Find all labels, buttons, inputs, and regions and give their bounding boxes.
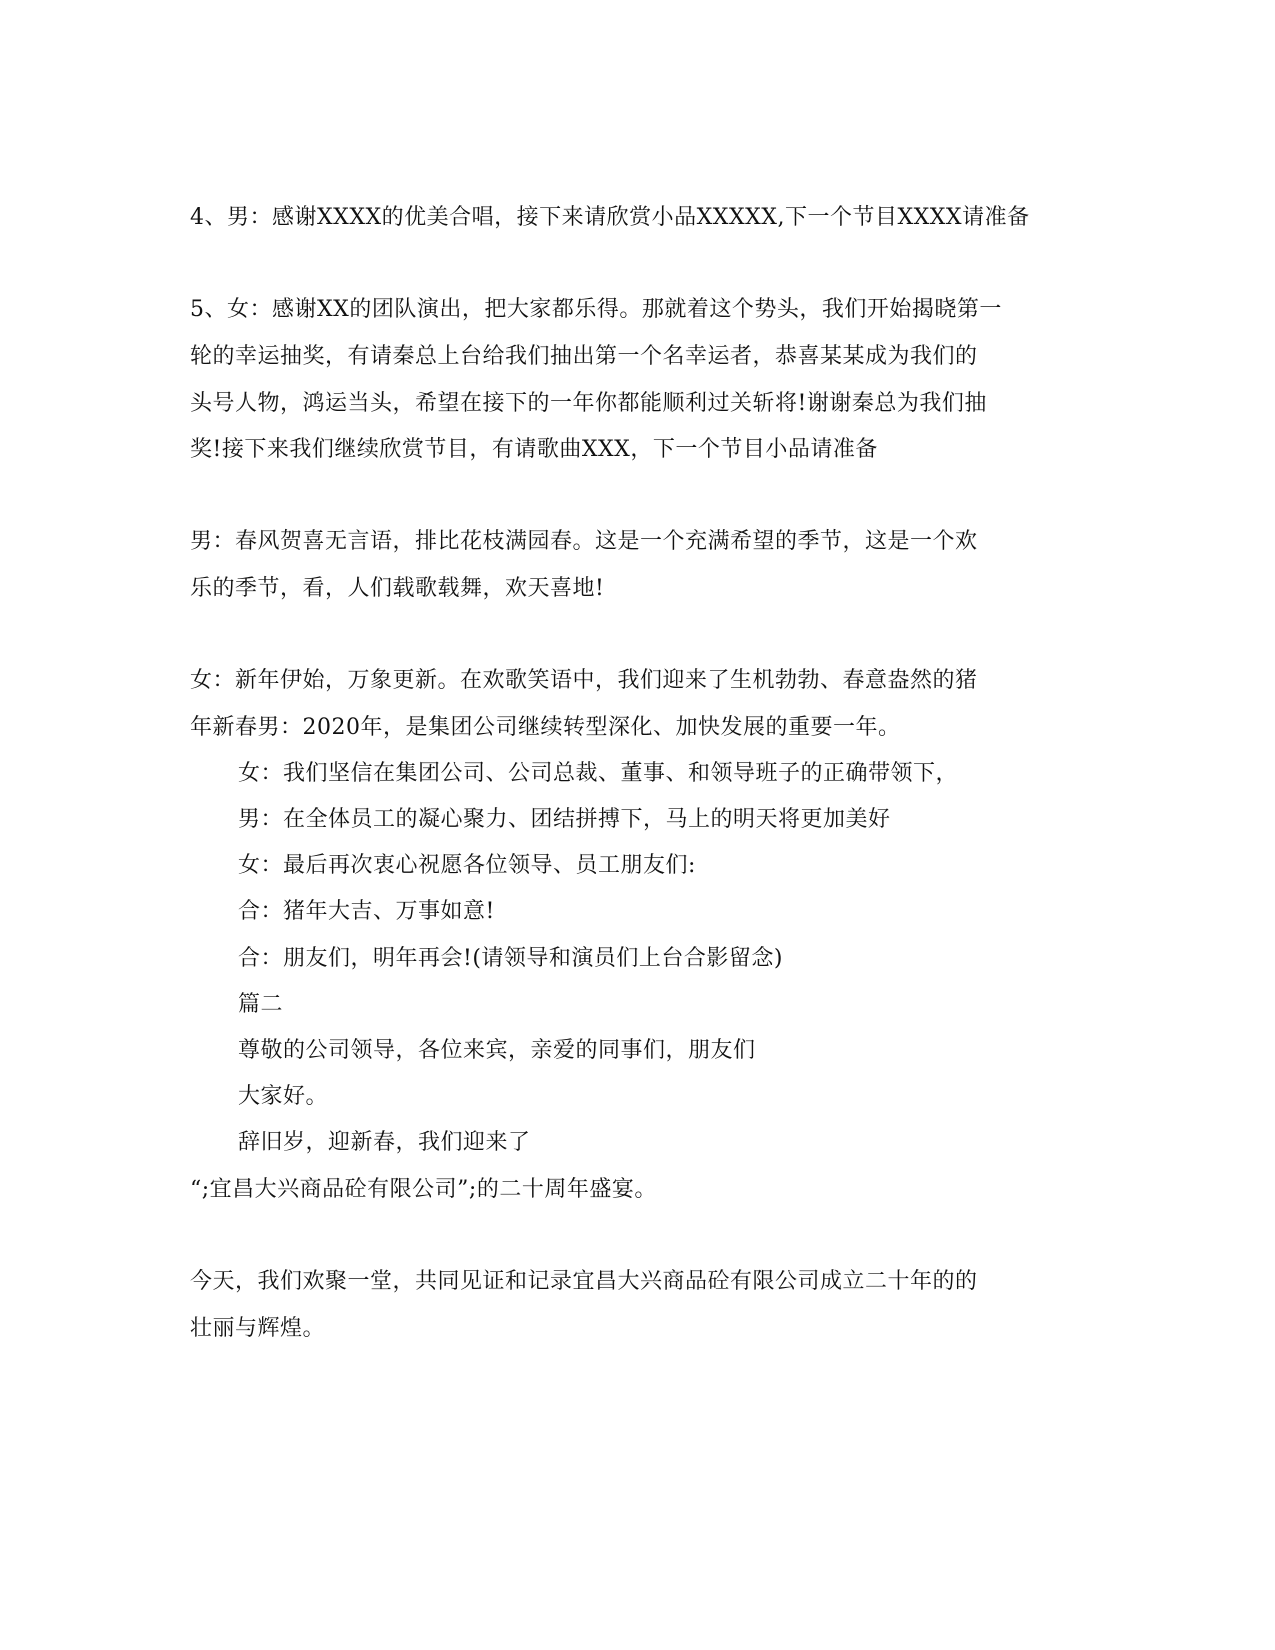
text-line: 奖!接下来我们继续欣赏节目，有请歌曲XXX，下一个节目小品请准备 (190, 437, 878, 462)
text-line: 轮的幸运抽奖，有请秦总上台给我们抽出第一个名幸运者，恭喜某某成为我们的 (190, 344, 978, 369)
text-line: 合：朋友们，明年再会!(请领导和演员们上台合影留念) (238, 946, 784, 971)
text-line: 辞旧岁，迎新春，我们迎来了 (238, 1130, 531, 1155)
text-line: 女：我们坚信在集团公司、公司总裁、董事、和领导班子的正确带领下， (238, 761, 959, 786)
text-line: 男：春风贺喜无言语，排比花枝满园春。这是一个充满希望的季节，这是一个欢 (190, 529, 978, 554)
text-line: 合：猪年大吉、万事如意! (238, 899, 495, 924)
text-line: 女：最后再次衷心祝愿各位领导、员工朋友们: (238, 853, 696, 878)
text-line: 年新春男：2020年，是集团公司继续转型深化、加快发展的重要一年。 (190, 715, 901, 740)
text-line: 大家好。 (238, 1084, 329, 1109)
text-line: 头号人物，鸿运当头，希望在接下的一年你都能顺利过关斩将!谢谢秦总为我们抽 (190, 391, 987, 416)
text-line: 男：在全体员工的凝心聚力、团结拼搏下，马上的明天将更加美好 (238, 807, 891, 832)
text-line: “;宜昌大兴商品砼有限公司”;的二十周年盛宴。 (190, 1177, 657, 1202)
text-line: 尊敬的公司领导，各位来宾，亲爱的同事们，朋友们 (238, 1038, 756, 1063)
text-line: 4、男：感谢XXXX的优美合唱，接下来请欣赏小品XXXXX,下一个节目XXXX请准备 (190, 205, 1030, 230)
text-line: 今天，我们欢聚一堂，共同见证和记录宜昌大兴商品砼有限公司成立二十年的的 (190, 1269, 978, 1294)
text-line: 乐的季节，看，人们载歌载舞，欢天喜地! (190, 576, 605, 601)
text-line: 壮丽与辉煌。 (190, 1316, 326, 1341)
text-line: 女：新年伊始，万象更新。在欢歌笑语中，我们迎来了生机勃勃、春意盎然的猪 (190, 668, 978, 693)
text-line: 5、女：感谢XX的团队演出，把大家都乐得。那就着这个势头，我们开始揭晓第一 (190, 297, 1002, 322)
section-heading: 篇二 (238, 992, 284, 1017)
